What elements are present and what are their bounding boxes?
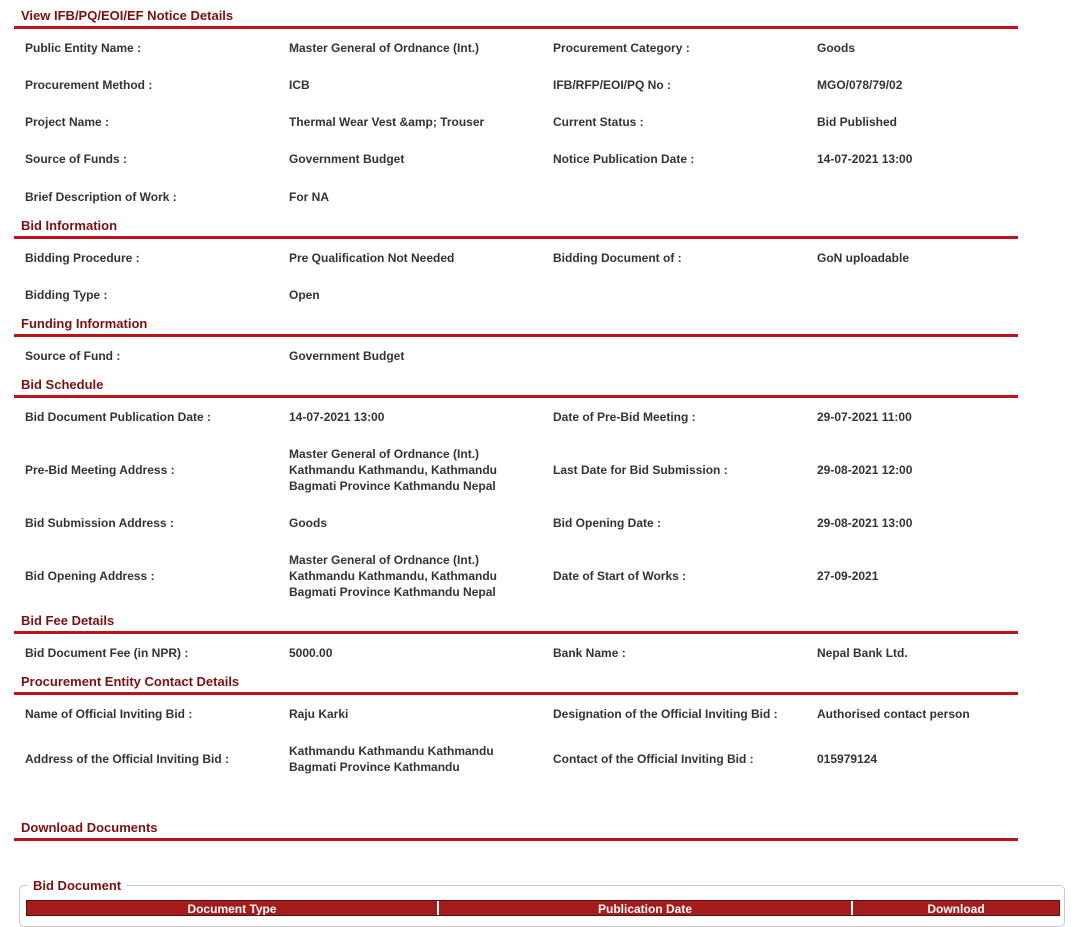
bidding-document-of-label: Bidding Document of : bbox=[553, 251, 682, 265]
source-of-fund-value: Government Budget bbox=[289, 349, 405, 363]
procurement-category-value: Goods bbox=[817, 41, 855, 55]
bid-document-publication-date-label: Bid Document Publication Date : bbox=[25, 410, 212, 424]
section-divider bbox=[14, 631, 1018, 634]
section-title-bid-schedule: Bid Schedule bbox=[21, 377, 104, 392]
brief-description-label: Brief Description of Work : bbox=[25, 190, 177, 204]
bid-document-publication-date-value: 14-07-2021 13:00 bbox=[289, 410, 385, 424]
source-of-funds-value: Government Budget bbox=[289, 152, 405, 166]
bid-document-fee-value: 5000.00 bbox=[289, 646, 333, 660]
section-divider bbox=[14, 395, 1018, 398]
bidding-procedure-label: Bidding Procedure : bbox=[25, 251, 140, 265]
procurement-method-value: ICB bbox=[289, 78, 310, 92]
bidding-document-of-value: GoN uploadable bbox=[817, 251, 910, 265]
ifb-number-label: IFB/RFP/EOI/PQ No : bbox=[553, 78, 672, 92]
public-entity-label: Public Entity Name : bbox=[25, 41, 142, 55]
procurement-method-label: Procurement Method : bbox=[25, 78, 153, 92]
pre-bid-meeting-date-label: Date of Pre-Bid Meeting : bbox=[553, 410, 696, 424]
start-of-works-value: 27-09-2021 bbox=[817, 569, 879, 583]
bid-opening-date-value: 29-08-2021 13:00 bbox=[817, 516, 913, 530]
official-contact-value: 015979124 bbox=[817, 752, 878, 766]
bid-submission-address-label: Bid Submission Address : bbox=[25, 516, 174, 530]
section-title-bid-information: Bid Information bbox=[21, 218, 118, 233]
notice-publication-date-value: 14-07-2021 13:00 bbox=[817, 152, 913, 166]
source-of-funds-label: Source of Funds : bbox=[25, 152, 127, 166]
bid-opening-address-line1: Master General of Ordnance (Int.) bbox=[289, 553, 480, 567]
project-name-label: Project Name : bbox=[25, 115, 110, 129]
bid-submission-address-value: Goods bbox=[289, 516, 327, 530]
ifb-number-value: MGO/078/79/02 bbox=[817, 78, 903, 92]
last-date-submission-label: Last Date for Bid Submission : bbox=[553, 463, 728, 477]
official-name-label: Name of Official Inviting Bid : bbox=[25, 707, 193, 721]
section-divider bbox=[14, 692, 1018, 695]
official-name-value: Raju Karki bbox=[289, 707, 349, 721]
pre-bid-meeting-address-label: Pre-Bid Meeting Address : bbox=[25, 463, 175, 477]
official-address-line2: Bagmati Province Kathmandu bbox=[289, 760, 460, 774]
bidding-type-label: Bidding Type : bbox=[25, 288, 108, 302]
bid-opening-date-label: Bid Opening Date : bbox=[553, 516, 661, 530]
column-header-download: Download bbox=[927, 902, 985, 915]
public-entity-value: Master General of Ordnance (Int.) bbox=[289, 41, 480, 55]
pre-bid-meeting-address-line1: Master General of Ordnance (Int.) bbox=[289, 447, 480, 461]
bank-name-value: Nepal Bank Ltd. bbox=[817, 646, 908, 660]
section-divider bbox=[14, 26, 1018, 29]
project-name-value: Thermal Wear Vest &amp; Trouser bbox=[289, 115, 485, 129]
section-divider bbox=[14, 236, 1018, 239]
pre-bid-meeting-date-value: 29-07-2021 11:00 bbox=[817, 410, 912, 424]
official-address-label: Address of the Official Inviting Bid : bbox=[25, 752, 230, 766]
official-contact-label: Contact of the Official Inviting Bid : bbox=[553, 752, 754, 766]
column-header-document-type: Document Type bbox=[27, 901, 439, 915]
section-title-bid-fee-details: Bid Fee Details bbox=[21, 613, 115, 628]
section-title-contact-details: Procurement Entity Contact Details bbox=[21, 674, 240, 689]
pre-bid-meeting-address-line2: Kathmandu Kathmandu, Kathmandu bbox=[289, 463, 498, 477]
section-title-funding-information: Funding Information bbox=[21, 316, 148, 331]
last-date-submission-value: 29-08-2021 12:00 bbox=[817, 463, 913, 477]
source-of-fund-label: Source of Fund : bbox=[25, 349, 121, 363]
official-designation-value: Authorised contact person bbox=[817, 707, 970, 721]
section-divider bbox=[14, 838, 1018, 841]
start-of-works-label: Date of Start of Works : bbox=[553, 569, 687, 583]
official-designation-label: Designation of the Official Inviting Bid : bbox=[553, 707, 778, 721]
current-status-label: Current Status : bbox=[553, 115, 644, 129]
pre-bid-meeting-address-line3: Bagmati Province Kathmandu Nepal bbox=[289, 479, 496, 493]
bid-document-legend: Bid Document bbox=[28, 878, 126, 893]
bid-document-table-header bbox=[26, 900, 1060, 916]
notice-publication-date-label: Notice Publication Date : bbox=[553, 152, 695, 166]
bid-document-fee-label: Bid Document Fee (in NPR) : bbox=[25, 646, 189, 660]
section-title-download-documents: Download Documents bbox=[21, 820, 158, 835]
procurement-category-label: Procurement Category : bbox=[553, 41, 690, 55]
bid-opening-address-label: Bid Opening Address : bbox=[25, 569, 155, 583]
bid-opening-address-line3: Bagmati Province Kathmandu Nepal bbox=[289, 585, 496, 599]
current-status-value: Bid Published bbox=[817, 115, 898, 129]
section-title-notice-details: View IFB/PQ/EOI/EF Notice Details bbox=[21, 8, 234, 23]
section-divider bbox=[14, 334, 1018, 337]
brief-description-value: For NA bbox=[289, 190, 329, 204]
bidding-procedure-value: Pre Qualification Not Needed bbox=[289, 251, 455, 265]
bid-opening-address-line2: Kathmandu Kathmandu, Kathmandu bbox=[289, 569, 498, 583]
bank-name-label: Bank Name : bbox=[553, 646, 626, 660]
bidding-type-value: Open bbox=[289, 288, 320, 302]
official-address-line1: Kathmandu Kathmandu Kathmandu bbox=[289, 744, 494, 758]
column-header-publication-date: Publication Date bbox=[439, 901, 853, 915]
